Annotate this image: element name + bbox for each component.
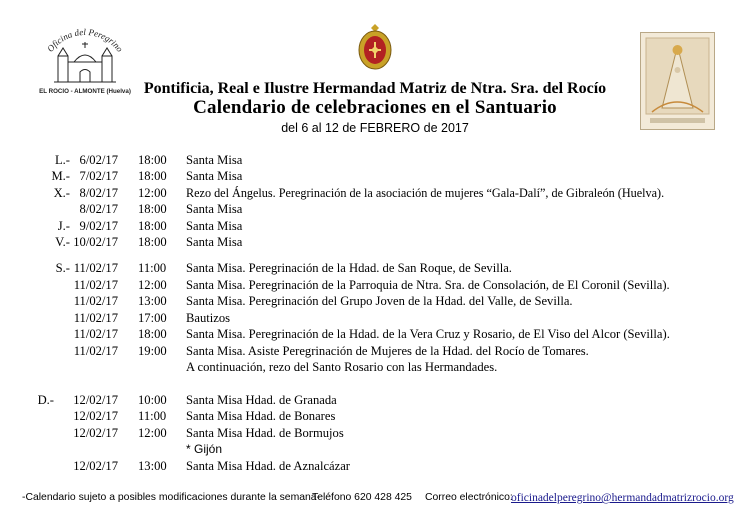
event-description: Santa Misa. Peregrinación de la Parroquia de Ntra. Sra. de Consolación, de El Coronil (Sevilla). <box>186 278 670 292</box>
day-label: M.- <box>51 169 70 183</box>
email-link[interactable]: oficinadelperegrino@hermandadmatrizrocio.org <box>511 492 734 504</box>
schedule-row <box>0 425 750 441</box>
schedule-row <box>0 185 750 201</box>
logo-arc-text: Oficina del Peregrino <box>45 26 125 54</box>
schedule-row <box>0 441 750 457</box>
time-cell: 13:00 <box>138 294 167 308</box>
time-cell: 12:00 <box>138 186 167 200</box>
schedule-row <box>0 260 750 276</box>
time-cell: 12:00 <box>138 278 167 292</box>
organization-name: Pontificia, Real e Ilustre Hermandad Matriz de Ntra. Sra. del Rocío <box>143 80 607 97</box>
schedule-row <box>0 458 750 474</box>
date-cell: 12/02/17 <box>73 409 118 423</box>
date-cell: 11/02/17 <box>73 261 118 275</box>
day-label: L.- <box>54 153 70 167</box>
schedule-row <box>0 277 750 293</box>
event-description: Santa Misa <box>186 169 243 183</box>
date-cell: 9/02/17 <box>79 219 118 233</box>
schedule-row <box>0 218 750 234</box>
event-description: Santa Misa. Peregrinación de la Hdad. de la Vera Cruz y Rosario, de El Viso del Alcor (Sevilla). <box>186 327 670 341</box>
time-cell: 11:00 <box>138 261 167 275</box>
event-description: Santa Misa Hdad. de Aznalcázar <box>186 459 351 473</box>
hermandad-crest-icon <box>355 22 395 72</box>
schedule-row <box>0 326 750 342</box>
date-cell: 11/02/17 <box>73 311 118 325</box>
date-cell: 6/02/17 <box>79 153 118 167</box>
event-description: Santa Misa Hdad. de Granada <box>186 393 337 407</box>
event-description: A continuación, rezo del Santo Rosario con las Hermandades. <box>186 360 498 374</box>
date-cell: 10/02/17 <box>73 235 118 249</box>
event-description: Santa Misa <box>186 235 243 249</box>
schedule-row <box>0 168 750 184</box>
day-label: J.- <box>57 219 70 233</box>
date-cell: 7/02/17 <box>79 169 118 183</box>
time-cell: 19:00 <box>138 344 167 358</box>
logo-bottom-text: EL ROCIO - ALMONTE (Huelva) <box>39 88 131 95</box>
event-description: Santa Misa. Peregrinación del Grupo Joven de la Hdad. del Valle, de Sevilla. <box>186 294 573 308</box>
event-description: Santa Misa Hdad. de Bonares <box>186 409 336 423</box>
schedule-row <box>0 152 750 168</box>
schedule-row <box>0 310 750 326</box>
day-label: X.- <box>53 186 70 200</box>
day-label: V.- <box>55 235 70 249</box>
day-label: S.- <box>55 261 70 275</box>
disclaimer-note: -Calendario sujeto a posibles modificaciones durante la semana- <box>22 492 321 503</box>
time-cell: 12:00 <box>138 426 167 440</box>
time-cell: 18:00 <box>138 327 167 341</box>
time-cell: 18:00 <box>138 235 167 249</box>
schedule-row <box>0 293 750 309</box>
email-label: Correo electrónico: <box>425 492 513 503</box>
date-cell: 12/02/17 <box>73 459 118 473</box>
date-cell: 11/02/17 <box>73 278 118 292</box>
footer <box>0 490 750 506</box>
event-description: Santa Misa. Peregrinación de la Hdad. de San Roque, de Sevilla. <box>186 261 512 275</box>
time-cell: 13:00 <box>138 459 167 473</box>
time-cell: 18:00 <box>138 153 167 167</box>
date-range: del 6 al 12 de FEBRERO de 2017 <box>281 121 469 135</box>
schedule-row <box>0 359 750 375</box>
time-cell: 10:00 <box>138 393 167 407</box>
event-note: * Gijón <box>186 442 223 456</box>
schedule-row <box>0 343 750 359</box>
event-description: Santa Misa <box>186 153 243 167</box>
date-cell: 11/02/17 <box>73 294 118 308</box>
date-cell: 11/02/17 <box>73 344 118 358</box>
schedule-row <box>0 392 750 408</box>
time-cell: 18:00 <box>138 202 167 216</box>
time-cell: 18:00 <box>138 219 167 233</box>
page-title: Calendario de celebraciones en el Santuario <box>193 97 557 118</box>
svg-text:Oficina del Peregrino <box>45 27 125 54</box>
date-cell: 8/02/17 <box>79 186 118 200</box>
event-description: Santa Misa <box>186 202 243 216</box>
time-cell: 17:00 <box>138 311 167 325</box>
time-cell: 18:00 <box>138 169 167 183</box>
day-label: D.- <box>37 393 54 407</box>
event-description: Santa Misa <box>186 219 243 233</box>
schedule-row <box>0 408 750 424</box>
event-description: Bautizos <box>186 311 231 325</box>
event-description: Rezo del Ángelus. Peregrinación de la asociación de mujeres “Gala-Dalí”, de Gibraleón (Huelva). <box>186 186 665 200</box>
schedule-row <box>0 234 750 250</box>
schedule-row <box>0 201 750 217</box>
event-description: Santa Misa. Asiste Peregrinación de Mujeres de la Hdad. del Rocío de Tomares. <box>186 344 589 358</box>
event-description: Santa Misa Hdad. de Bormujos <box>186 426 344 440</box>
date-cell: 12/02/17 <box>73 426 118 440</box>
time-cell: 11:00 <box>138 409 167 423</box>
date-cell: 8/02/17 <box>79 202 118 216</box>
phone-number: Teléfono 620 428 425 <box>312 492 412 503</box>
date-cell: 11/02/17 <box>73 327 118 341</box>
date-cell: 12/02/17 <box>73 393 118 407</box>
